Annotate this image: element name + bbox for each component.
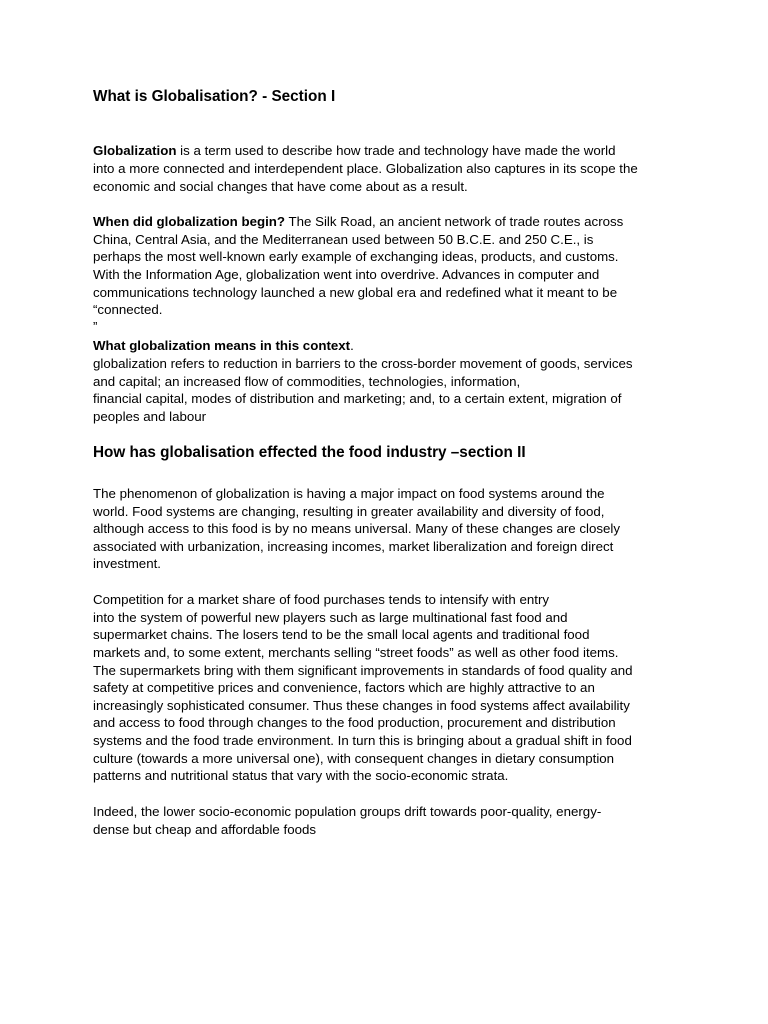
paragraph-line (93, 142, 616, 159)
paragraph-line: associated with urbanization, increasing incomes, market liberalization and foreign direct (93, 539, 614, 554)
paragraph-line: markets and, to some extent, merchants selling “street foods” as well as other food items. (93, 645, 619, 660)
paragraph-line: perhaps the most well-known early example of exchanging ideas, products, and customs. (93, 249, 619, 264)
paragraph-line: financial capital, modes of distribution and marketing; and, to a certain extent, migration of (93, 391, 622, 406)
section-1-heading: What is Globalisation? - Section I (93, 88, 336, 105)
paragraph-line: “connected. (93, 302, 163, 317)
section-2-heading: How has globalisation effected the food industry –section II (93, 444, 526, 461)
paragraph-line: systems and the food trade environment. In turn this is bringing about a gradual shift in food (93, 733, 632, 748)
line-text: is a term used to describe how trade and technology have made the world (176, 143, 616, 158)
paragraph-line: Indeed, the lower socio-economic population groups drift towards poor-quality, energy- (93, 804, 602, 819)
paragraph-line: although access to this food is by no means universal. Many of these changes are closely (93, 521, 620, 536)
paragraph-line: communications technology launched a new global era and redefined what it meant to be (93, 285, 618, 300)
paragraph-line: into a more connected and interdependent place. Globalization also captures in its scope the (93, 161, 638, 176)
line-text: The Silk Road, an ancient network of trade routes across (285, 214, 624, 229)
paragraph-line: increasingly sophisticated consumer. Thus these changes in food systems affect availability (93, 698, 630, 713)
paragraph-line: ” (93, 319, 98, 334)
paragraph-line: dense but cheap and affordable foods (93, 822, 317, 837)
paragraph-line: patterns and nutritional status that vary with the socio-economic strata. (93, 768, 509, 783)
paragraph-line: culture (towards a more universal one), with consequent changes in dietary consumption (93, 751, 615, 766)
paragraph-line: With the Information Age, globalization went into overdrive. Advances in computer and (93, 267, 600, 282)
paragraph-line: peoples and labour (93, 409, 207, 424)
term-globalization: Globalization (93, 143, 177, 158)
paragraph-line: supermarket chains. The losers tend to be the small local agents and traditional food (93, 627, 590, 642)
paragraph-line: The phenomenon of globalization is having a major impact on food systems around the (93, 486, 605, 501)
context-label: What globalization means in this context (93, 338, 351, 353)
paragraph-line (93, 213, 623, 230)
paragraph-line: China, Central Asia, and the Mediterranean used between 50 B.C.E. and 250 C.E., is (93, 232, 594, 247)
paragraph-line: into the system of powerful new players such as large multinational fast food and (93, 610, 568, 625)
paragraph-line (93, 337, 354, 354)
paragraph-line: safety at competitive prices and convenience, factors which are highly attractive to an (93, 680, 595, 695)
paragraph-line: The supermarkets bring with them significant improvements in standards of food quality and (93, 663, 633, 678)
paragraph-line: investment. (93, 556, 161, 571)
paragraph-line: and access to food through changes to the food production, procurement and distribution (93, 715, 616, 730)
line-text: . (350, 338, 354, 353)
paragraph-line: and capital; an increased flow of commodities, technologies, information, (93, 374, 521, 389)
paragraph-line: Competition for a market share of food purchases tends to intensify with entry (93, 592, 550, 607)
paragraph-line: economic and social changes that have come about as a result. (93, 179, 468, 194)
paragraph-line: world. Food systems are changing, resulting in greater availability and diversity of food, (93, 504, 605, 519)
paragraph-line: globalization refers to reduction in barriers to the cross-border movement of goods, services (93, 356, 633, 371)
question-label: When did globalization begin? (93, 214, 286, 229)
